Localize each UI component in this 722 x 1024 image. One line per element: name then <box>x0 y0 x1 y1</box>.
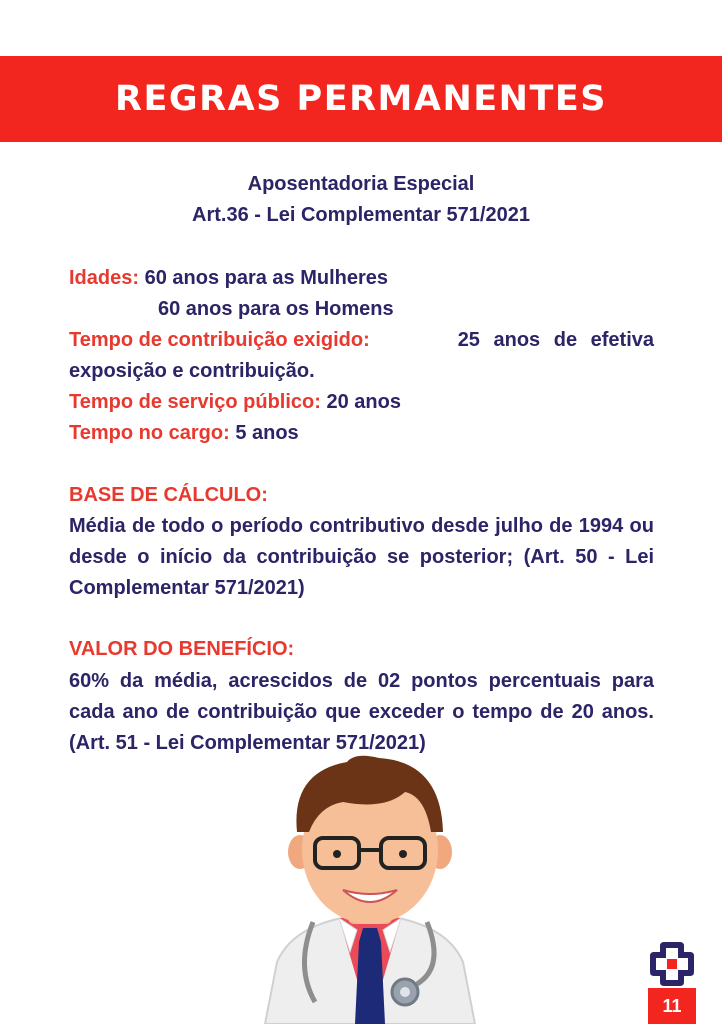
tempo-servico-label: Tempo de serviço público: <box>69 391 321 413</box>
tempo-cargo-value: 5 anos <box>235 422 299 444</box>
section-subtitle: Aposentadoria Especial <box>247 173 475 195</box>
tempo-cargo-label: Tempo no cargo: <box>69 422 230 444</box>
base-calculo-heading: BASE DE CÁLCULO: <box>69 484 268 506</box>
tempo-contribuicao-value: 25 anos de efetiva <box>457 329 654 351</box>
idades-men: 60 anos para os Homens <box>158 298 394 320</box>
tempo-contribuicao-row <box>69 325 654 356</box>
title-banner <box>0 56 722 142</box>
law-reference: Art.36 - Lei Complementar 571/2021 <box>192 204 530 226</box>
tempo-cargo-row <box>69 418 654 449</box>
doctor-illustration <box>255 752 485 1024</box>
base-calculo-text: Média de todo o período contributivo desde julho de 1994 ou desde o início da contribuição se posterior; (Art. 50 - Lei Complementar 571/2021) <box>69 515 654 599</box>
tempo-servico-row <box>69 387 654 418</box>
idades-women: 60 anos para as Mulheres <box>144 267 389 289</box>
idades-men-row <box>158 294 722 325</box>
idades-label: Idades: <box>69 267 140 289</box>
tempo-servico-value: 20 anos <box>326 391 401 413</box>
tempo-contribuicao-continued <box>69 356 654 387</box>
page-number: 11 <box>648 988 696 1024</box>
idades-row <box>69 263 654 294</box>
institution-logo <box>648 940 696 988</box>
tempo-contribuicao-value-cont: exposição e contribuição. <box>69 360 315 382</box>
valor-beneficio-heading: VALOR DO BENEFÍCIO: <box>69 638 295 660</box>
page-title: REGRAS PERMANENTES <box>115 79 607 119</box>
tempo-contribuicao-label: Tempo de contribuição exigido: <box>69 329 370 351</box>
valor-beneficio-text: 60% da média, acrescidos de 02 pontos percentuais para cada ano de contribuição que exceder o tempo de 20 anos. (Art. 51 - Lei Complementar 571/2021) <box>69 670 654 754</box>
